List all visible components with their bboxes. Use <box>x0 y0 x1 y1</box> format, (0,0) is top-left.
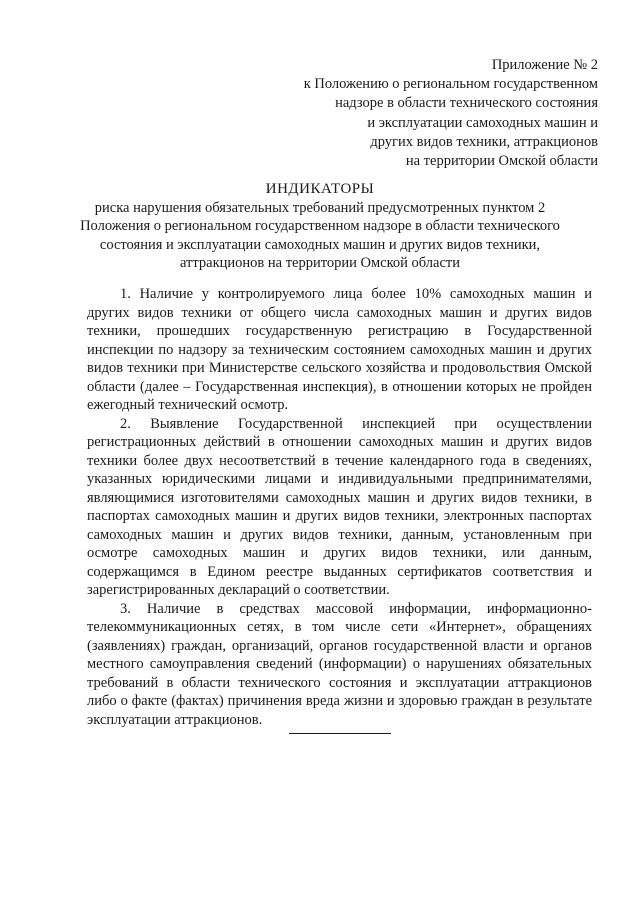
subtitle-line: аттракционов на территории Омской области <box>179 255 461 271</box>
appendix-line: Приложение № 2 <box>491 57 598 73</box>
document-body <box>87 285 592 729</box>
subtitle-line: состояния и эксплуатации самоходных машин и других видов техники, <box>99 236 541 253</box>
appendix-line: других видов техники, аттракционов <box>370 133 598 150</box>
appendix-line: надзоре в области технического состояния <box>335 95 598 112</box>
indicator-paragraph-1: 1. Наличие у контролируемого лица более 10% самоходных машин и других видов техники от общего числа самоходных машин и других видов техники, прошедших государственную регистрацию в Государственной инспекции по надзору за техническим состоянием самоходных машин и других видов техники при Министерстве сельского хозяйства и продовольствия Омской области (далее – Государственная инспекция), в отношении которых не пройден ежегодный технический осмотр. <box>87 286 592 413</box>
indicator-paragraph-3: 3. Наличие в средствах массовой информации, информационно-телекоммуникационных сетях, в том числе сети «Интернет», обращениях (заявлениях) граждан, организаций, органов государственной власти и органов местного самоуправления сведений (информации) о нарушениях обязательных требований в области технического состояния и эксплуатации аттракционов либо о факте (фактах) причинения вреда жизни и здоровью граждан в результате эксплуатации аттракционов. <box>87 600 592 728</box>
closing-rule <box>289 733 391 734</box>
document-title: ИНДИКАТОРЫ <box>265 181 375 197</box>
appendix-line: и эксплуатации самоходных машин и <box>367 114 598 131</box>
appendix-line: к Положению о региональном государственном <box>303 76 598 93</box>
appendix-line: на территории Омской области <box>405 153 598 170</box>
subtitle-line: Положения о региональном государственном надзоре в области технического <box>80 218 560 234</box>
appendix-reference <box>258 56 598 171</box>
subtitle-line: риска нарушения обязательных требований предусмотренных пунктом 2 <box>94 199 546 216</box>
indicator-paragraph-2: 2. Выявление Государственной инспекцией при осуществлении регистрационных действий в отношении самоходных машин и других видов техники более двух несоответствий в течение календарного года в сведениях, указанных юридическими лицами и индивидуальными предпринимателями, являющимися изготовителями самоходных машин и других видов техники, в паспортах самоходных машин и других видов техники, электронных паспортах самоходных машин и других видов техники, данным, установленным при осмотре самоходных машин и других видов техники, или данным, содержащимся в Едином реестре выданных сертификатов соответствия и зарегистрированных деклараций о соответствии. <box>87 415 592 598</box>
document-heading <box>0 180 640 273</box>
